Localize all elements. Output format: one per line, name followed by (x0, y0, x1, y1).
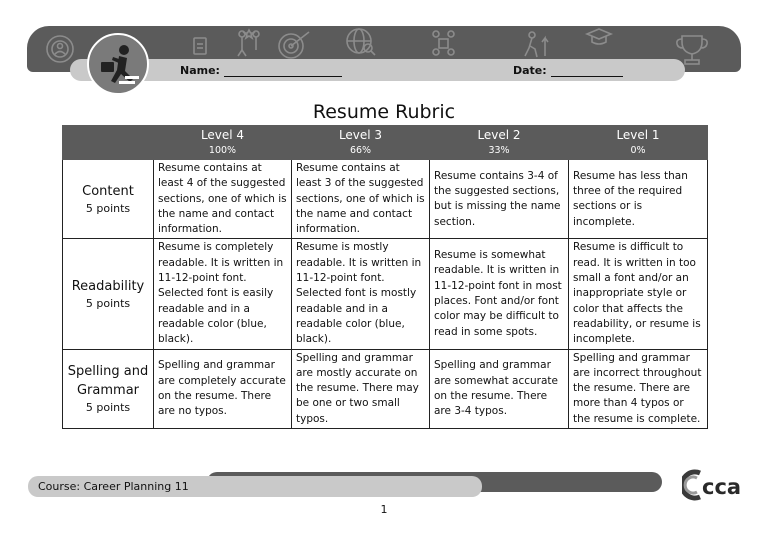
level-header (569, 126, 708, 160)
criterion-name: Readability (71, 278, 145, 294)
level-header (430, 126, 569, 160)
rubric-cell: Spelling and grammar are somewhat accurate on the resume. There are 3-4 typos. (430, 349, 569, 428)
dartboard-icon (279, 32, 309, 58)
level-label: Level 1 (616, 127, 660, 142)
level-label: Level 3 (338, 127, 383, 142)
rubric-cell: Spelling and grammar are completely accurate on the resume. There are no typos. (154, 349, 292, 428)
rubric-table (62, 125, 708, 429)
level-percent: 0% (630, 144, 646, 156)
criterion-points: 5 points (85, 400, 131, 414)
rubric-cell: Resume is difficult to read. It is written in too small a font and/or an inappropriate style or color that affects the readability, or resume is incomplete. (569, 239, 708, 349)
criterion-name: Content (82, 183, 134, 199)
table-row (63, 349, 708, 428)
rubric-cell: Resume contains at least 3 of the suggested sections, one of which is the name and contact information. (292, 160, 430, 239)
logo-text: cca (702, 475, 742, 499)
cca-logo (682, 467, 752, 503)
criterion-name: Spelling and Grammar (67, 363, 149, 398)
header-row (63, 126, 708, 160)
puzzle-team-icon (433, 31, 454, 55)
people-ranking-icon (238, 30, 259, 56)
level-header (154, 126, 292, 160)
rubric-cell: Spelling and grammar are mostly accurate on the resume. There may be one or two small typos. (292, 349, 430, 428)
rubric-cell: Resume contains 3-4 of the suggested sections, but is missing the name section. (430, 160, 569, 239)
level-percent: 66% (349, 144, 372, 156)
running-person-icon (87, 33, 149, 95)
level-header (292, 126, 430, 160)
target-person-icon (47, 36, 73, 62)
rubric-cell: Resume is mostly readable. It is written in 11-12-point font. Selected font is mostly readable and in a readable color (blue, black). (292, 239, 430, 349)
level-label: Level 2 (477, 127, 521, 142)
name-blank-line (224, 65, 342, 77)
corner-cell (63, 126, 154, 160)
criterion-points: 5 points (85, 201, 131, 215)
table-row (63, 239, 708, 349)
course-label: Course: Career Planning 11 (38, 480, 189, 493)
graduation-cap-icon (587, 29, 611, 44)
level-label: Level 4 (200, 127, 245, 142)
level-percent: 100% (208, 144, 237, 156)
rubric-cell: Resume contains at least 4 of the suggested sections, one of which is the name and contact information. (154, 160, 292, 239)
rubric-cell: Resume is completely readable. It is written in 11-12-point font. Selected font is easily readable and in a readable color (blue, black). (154, 239, 292, 349)
page-number: 1 (380, 503, 388, 516)
date-blank-line (551, 65, 623, 77)
clipboard-icon (194, 38, 206, 54)
criterion-points: 5 points (85, 296, 131, 310)
rubric-cell: Resume is somewhat readable. It is written in 11-12-point font in most places. Font and/or font color may be difficult to read in some spots. (430, 239, 569, 349)
level-percent: 33% (488, 144, 510, 156)
date-field[interactable] (513, 64, 623, 77)
climbing-person-icon (525, 32, 548, 57)
criterion-cell (63, 160, 154, 239)
name-field[interactable] (180, 64, 342, 77)
criterion-cell (63, 349, 154, 428)
date-label: Date: (513, 64, 547, 77)
rubric-cell: Resume has less than three of the required sections or is incomplete. (569, 160, 708, 239)
trophy-icon (677, 36, 707, 64)
criterion-cell (63, 239, 154, 349)
table-row (63, 160, 708, 239)
name-label: Name: (180, 64, 220, 77)
page-title: Resume Rubric (312, 101, 456, 123)
rubric-cell: Spelling and grammar are incorrect throughout the resume. There are more than 4 typos or the resume is complete. (569, 349, 708, 428)
globe-search-icon (347, 29, 375, 55)
